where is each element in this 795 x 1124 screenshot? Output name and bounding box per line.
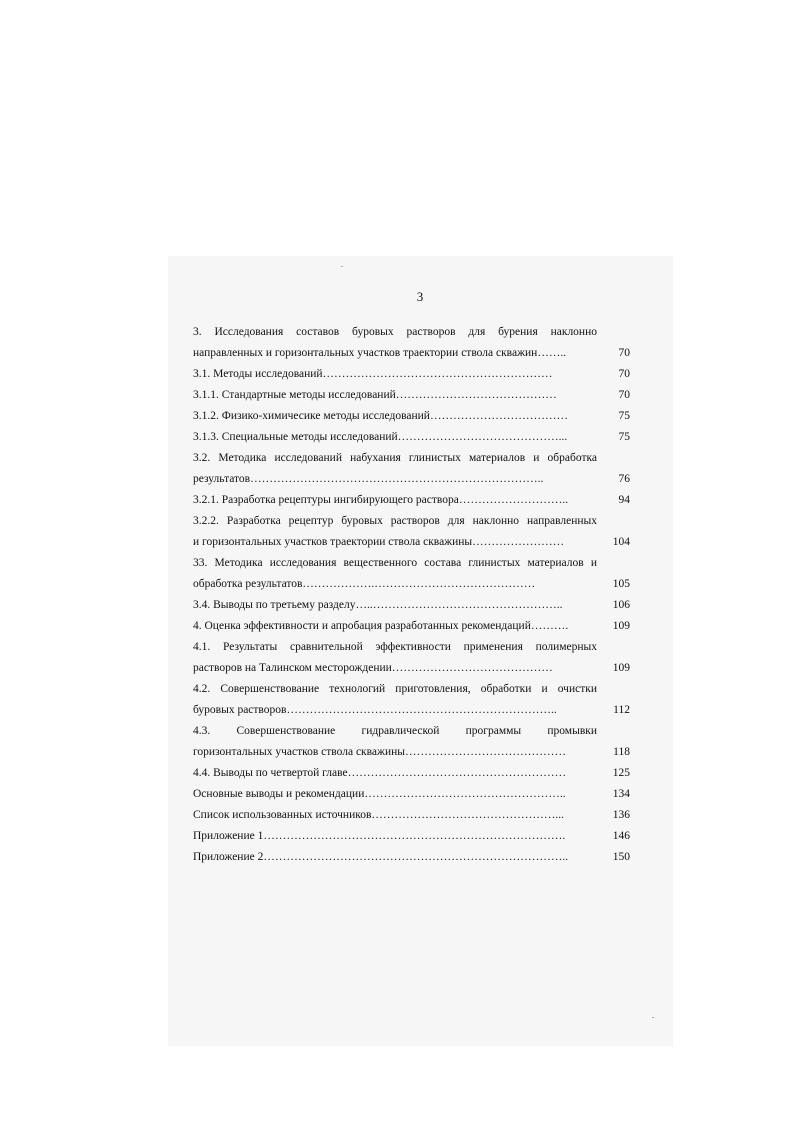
toc-entry-page: 105 <box>612 578 630 590</box>
toc-entry-title: 4. Оценка эффективности и апробация разработанных рекомендаций………. <box>193 620 569 632</box>
toc-entry-page: 76 <box>618 473 630 485</box>
toc-entry-title: 4.2. Совершенствование технологий приготовления, обработки и очистки <box>193 683 597 695</box>
toc-entry <box>193 364 629 385</box>
toc-entry-title: 3.1.1. Стандартные методы исследований…………………………………… <box>193 389 557 401</box>
toc-entry <box>193 847 629 868</box>
page-number: 3 <box>416 289 424 304</box>
toc-entry-page: 70 <box>618 347 630 359</box>
toc-entry-title: 3.1.3. Специальные методы исследований……………………………………... <box>193 431 568 443</box>
toc-entry-title: Список использованных источников…………………………………………... <box>193 809 565 821</box>
toc-entry-page: 104 <box>612 536 630 548</box>
toc-entry-title: обработка результатов……………….…………………………………… <box>193 578 536 590</box>
toc-entry-title: 4.4. Выводы по четвертой главе………………………………………………… <box>193 767 567 779</box>
toc-entry-page: 134 <box>612 788 630 800</box>
toc-entry-title: 3.1. Методы исследований…………………………………………………… <box>193 368 553 380</box>
toc-entry <box>193 637 629 658</box>
scan-speck <box>652 1017 654 1018</box>
toc-entry-title: растворов на Талинском месторождении…………………………………… <box>193 662 553 674</box>
toc-entry-title: 3.4. Выводы по третьему разделу…..………………………………………….. <box>193 599 563 611</box>
toc-entry <box>193 679 629 700</box>
toc-entry <box>193 427 629 448</box>
toc-entry <box>193 322 629 343</box>
toc-entry <box>193 658 629 679</box>
toc-entry-title: результатов………………………………………………………………….. <box>193 473 544 485</box>
toc-entry-page: 109 <box>612 662 630 674</box>
toc-entry-title: Приложение 1……………………………………………………………………. <box>193 830 566 842</box>
toc-entry-page: 146 <box>612 830 630 842</box>
toc-entry <box>193 469 629 490</box>
toc-entry <box>193 553 629 574</box>
toc-entry-page: 125 <box>612 767 630 779</box>
toc-entry <box>193 616 629 637</box>
toc-entry <box>193 406 629 427</box>
toc-entry <box>193 511 629 532</box>
toc-entry-page: 75 <box>618 410 630 422</box>
toc-entry <box>193 826 629 847</box>
toc-entry-title: буровых растворов…………………………………………………………….. <box>193 704 557 716</box>
toc-entry <box>193 595 629 616</box>
toc-entry <box>193 805 629 826</box>
toc-entry-title: 3.2.1. Разработка рецептуры ингибирующего раствора……………………….. <box>193 494 569 506</box>
toc-entry <box>193 532 629 553</box>
toc-entry <box>193 490 629 511</box>
table-of-contents <box>193 322 629 868</box>
toc-entry <box>193 721 629 742</box>
toc-entry <box>193 784 629 805</box>
toc-entry-title: 3.2.2. Разработка рецептур буровых растворов для наклонно направленных <box>193 515 597 527</box>
toc-entry-title: Приложение 2…………………………………………………………………….. <box>193 851 569 863</box>
toc-entry-page: 70 <box>618 389 630 401</box>
toc-entry-title: 3.1.2. Физико-химичесике методы исследований……………………………… <box>193 410 568 422</box>
toc-entry-page: 106 <box>612 599 630 611</box>
toc-entry <box>193 742 629 763</box>
toc-entry <box>193 343 629 364</box>
toc-entry-title: горизонтальных участков ствола скважины…………………………………… <box>193 746 567 758</box>
toc-entry-page: 94 <box>618 494 630 506</box>
toc-entry <box>193 448 629 469</box>
toc-entry-page: 70 <box>618 368 630 380</box>
toc-entry-page: 112 <box>613 704 630 716</box>
toc-entry-page: 150 <box>612 851 630 863</box>
toc-entry-page: 109 <box>612 620 630 632</box>
toc-entry-title: и горизонтальных участков траектории ствола скважины…………………… <box>193 536 565 548</box>
toc-entry <box>193 700 629 721</box>
toc-entry-title: 4.3. Совершенствование гидравлической программы промывки <box>193 725 597 737</box>
toc-entry <box>193 763 629 784</box>
toc-entry-title: 33. Методика исследования вещественного состава глинистых материалов и <box>193 557 597 569</box>
toc-entry-title: Основные выводы и рекомендации…………………………………………….. <box>193 788 566 800</box>
toc-entry-title: 3. Исследования составов буровых растворов для бурения наклонно <box>193 326 597 338</box>
toc-entry-title: 3.2. Методика исследований набухания глинистых материалов и обработка <box>193 452 597 464</box>
toc-entry-page: 136 <box>612 809 630 821</box>
toc-entry-title: 4.1. Результаты сравнительной эффективности применения полимерных <box>193 641 597 653</box>
toc-entry <box>193 385 629 406</box>
scan-speck <box>341 266 343 267</box>
toc-entry-page: 75 <box>618 431 630 443</box>
toc-entry <box>193 574 629 595</box>
toc-entry-title: направленных и горизонтальных участков траектории ствола скважин…….. <box>193 347 567 359</box>
toc-entry-page: 118 <box>613 746 630 758</box>
